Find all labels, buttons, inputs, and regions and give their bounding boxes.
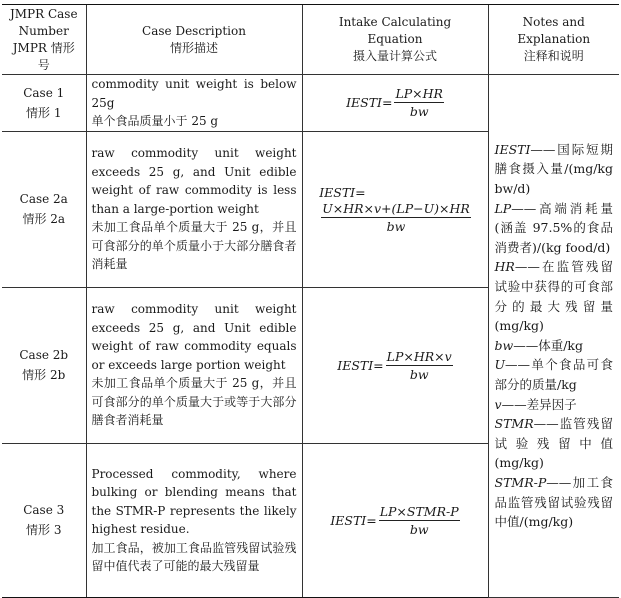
note-item: bw——体重/kg	[494, 337, 583, 353]
case-description-cell: commodity unit weight is below 25g 单个食品质量小于 25 g	[86, 75, 302, 132]
equation-cell	[302, 75, 488, 132]
header-case-number: JMPR Case Number JMPR 情形号	[2, 5, 86, 75]
equation: IESTI= $\frac{U\times HR\times v+(LP-U)\times HR}{bw}$	[319, 185, 470, 234]
fraction: $\frac{\text{LP×STMR-P}}{bw}$	[379, 503, 459, 537]
note-item: IESTI——国际短期膳食摄入量/(mg/kg bw/d)	[494, 141, 613, 196]
equation-cell	[302, 131, 488, 287]
equation-cell	[302, 287, 488, 443]
note-item: v——差异因子	[494, 396, 577, 412]
equation: IESTI= $\frac{LP\times HR\times v}{bw}$	[337, 348, 452, 382]
case-description-cell: Processed commodity, where bulking or blending means that the STMR-P represents the likely highest residue. 加工食品，被加工食品监管残留试验残留中值代表了可能的最大残留量	[86, 443, 302, 597]
header-notes: Notes and Explanation 注释和说明	[488, 5, 619, 75]
note-item: STMR——监管残留试验残留中值(mg/kg)	[494, 416, 613, 471]
equation-cell	[302, 443, 488, 597]
equation: IESTI= $\frac{\text{LP×STMR-P}}{bw}$	[330, 503, 459, 537]
fraction: $\frac{LP\times HR}{bw}$	[395, 86, 443, 120]
case-description-cell: raw commodity unit weight exceeds 25 g, and Unit edible weight of raw commodity is less than a large-portion weight 未加工食品单个质量大于 25 g，并且可食部分的单个质量小于大部分膳食者消耗量	[86, 131, 302, 287]
case-number-cell: Case 1 情形 1	[2, 75, 86, 132]
note-item: LP——高端消耗量(涵盖 97.5%的食品消费者)/(kg food/d)	[494, 200, 613, 255]
case-number-cell: Case 3 情形 3	[2, 443, 86, 597]
header-row	[2, 5, 619, 75]
case-number-cell: Case 2b 情形 2b	[2, 287, 86, 443]
equation: IESTI= $\frac{LP\times HR}{bw}$	[346, 86, 443, 120]
header-case-description: Case Description 情形描述	[86, 5, 302, 75]
fraction: $\frac{U\times HR\times v+(LP-U)\times HR}{bw}$	[322, 201, 470, 234]
note-item: U——单个食品可食部分的质量/kg	[494, 357, 613, 392]
header-equation: Intake Calculating Equation 摄入量计算公式	[302, 5, 488, 75]
jmpr-case-table	[2, 4, 619, 598]
fraction: $\frac{LP\times HR\times v}{bw}$	[386, 348, 452, 382]
table-row	[2, 75, 619, 132]
note-item: STMR-P——加工食品监管残留试验残留中值/(mg/kg)	[494, 474, 613, 530]
notes-cell	[488, 75, 619, 598]
case-number-cell: Case 2a 情形 2a	[2, 131, 86, 287]
case-description-cell: raw commodity unit weight exceeds 25 g, and Unit edible weight of raw commodity equals or exceeds large portion weight 未加工食品单个质量大于 25 g，并且可食部分的单个质量大于或等于大部分膳食者消耗量	[86, 287, 302, 443]
note-item: HR——在监管残留试验中获得的可食部分的最大残留量(mg/kg)	[494, 259, 613, 334]
